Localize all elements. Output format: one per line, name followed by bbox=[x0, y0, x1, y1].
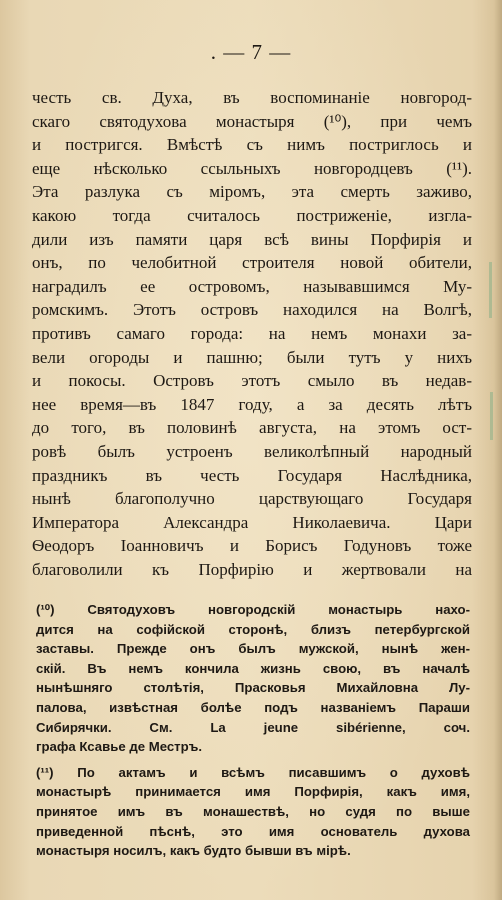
text-line: ровѣ былъ устроенъ великолѣпный народный bbox=[32, 441, 472, 461]
footnote-line: палова, извѣстная болѣе подъ названіемъ Параши bbox=[36, 699, 470, 715]
footnote-10 bbox=[36, 600, 470, 757]
text-line: скаго святодухова монастыря (¹⁰), при чемъ bbox=[32, 111, 472, 131]
text-line: еще нѣсколько ссыльныхъ новгородцевъ (¹¹). bbox=[32, 158, 472, 178]
text-line: какою тогда считалось постриженіе, изгла- bbox=[32, 205, 472, 225]
footnotes bbox=[36, 600, 470, 861]
text-line: вели огороды и пашню; были тутъ у нихъ bbox=[32, 347, 472, 367]
footnote-line: дится на софійской сторонѣ, близъ петербургской bbox=[36, 621, 470, 637]
footnote-line: нынѣшняго столѣтія, Прасковья Михайловна Лу- bbox=[36, 680, 470, 696]
text-line: нее время—въ 1847 году, а за десять лѣтъ bbox=[32, 394, 472, 414]
text-line: нынѣ благополучно царствующаго Государя bbox=[32, 489, 472, 509]
margin-mark bbox=[489, 262, 492, 318]
footnote-line: графа Ксавье де Местръ. bbox=[36, 739, 202, 755]
text-line: Эта разлука съ міромъ, эта смерть заживо, bbox=[32, 182, 472, 202]
footnote-line: (¹⁰) Святодуховъ новгородскій монастырь нахо- bbox=[36, 602, 470, 617]
footnote-line: скій. Въ немъ кончила жизнь свою, въ началѣ bbox=[36, 660, 470, 676]
text-line: ромскимъ. Этотъ островъ находился на Волгѣ, bbox=[32, 300, 472, 320]
text-line: благоволили къ Порфирію и жертвовали на bbox=[32, 559, 472, 579]
text-line: и постригся. Вмѣстѣ съ нимъ постриглось и bbox=[32, 135, 472, 155]
footnote-line: заставы. Прежде онъ былъ мужской, нынѣ жен- bbox=[36, 641, 470, 657]
page-edge-shadow bbox=[494, 0, 502, 900]
footnote-11 bbox=[36, 763, 470, 861]
footnote-line: монастыря носилъ, какъ будто бывши въ мірѣ. bbox=[36, 843, 351, 859]
page-header: . — 7 — bbox=[210, 40, 292, 64]
text-line: Ѳеодоръ Іоанновичъ и Борисъ Годуновъ тоже bbox=[32, 536, 472, 556]
footnote-line: монастырѣ принимается имя Порфирія, какъ имя, bbox=[36, 784, 470, 800]
text-line: Императора Александра Николаевича. Цари bbox=[32, 512, 472, 532]
margin-mark bbox=[490, 392, 493, 440]
text-line: противъ самаго города: на немъ монахи за- bbox=[32, 323, 472, 343]
footnote-line: (¹¹) По актамъ и всѣмъ писавшимъ о духовѣ bbox=[36, 764, 470, 780]
text-line: дили изъ памяти царя всѣ вины Порфирія и bbox=[32, 229, 472, 249]
text-line: онъ, по челобитной строителя новой обители, bbox=[32, 253, 472, 273]
footnote-line: Сибирячки. См. La jeune sibérienne, соч. bbox=[36, 719, 470, 735]
text-line: и покосы. Островъ этотъ смыло въ недав- bbox=[32, 371, 472, 391]
text-line: до того, въ половинѣ августа, на этомъ ост- bbox=[32, 418, 472, 438]
text-line: честь св. Духа, въ воспоминаніе новгород- bbox=[32, 88, 472, 107]
text-line: праздникъ въ честь Государя Наслѣдника, bbox=[32, 465, 472, 485]
footnote-line: принятое имъ въ монашествѣ, но судя по выше bbox=[36, 803, 470, 819]
main-text bbox=[32, 86, 472, 581]
text-line: наградилъ ее островомъ, называвшимся Му- bbox=[32, 276, 472, 296]
footnote-line: приведенной пѣснѣ, это имя основатель духова bbox=[36, 823, 470, 839]
